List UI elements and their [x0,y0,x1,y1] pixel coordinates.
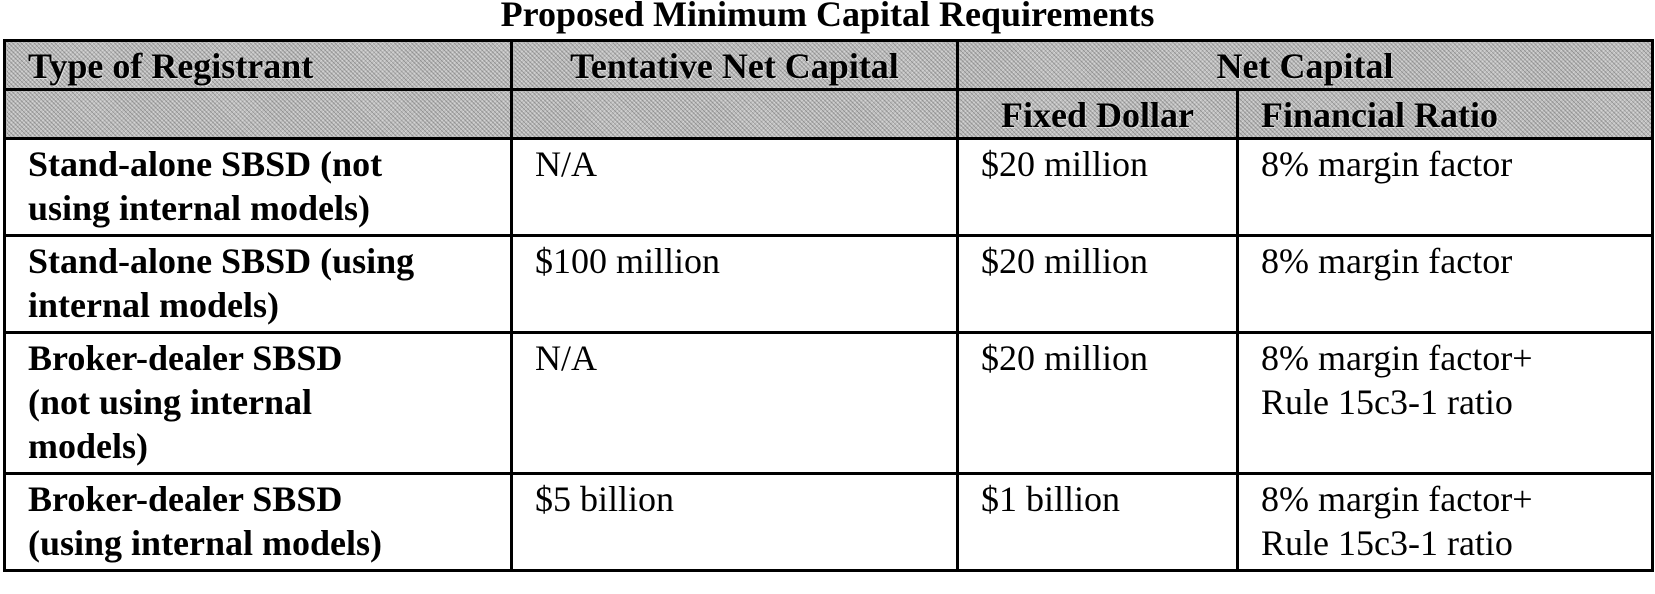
registrant-type-cell: Stand-alone SBSD (using internal models) [5,236,512,333]
fixed-dollar-cell: $20 million [958,236,1238,333]
registrant-type-cell: Stand-alone SBSD (not using internal models) [5,139,512,236]
tentative-net-capital-cell: N/A [512,139,958,236]
header-tentative-net-capital: Tentative Net Capital [512,41,958,90]
capital-requirements-table [3,39,1654,572]
tentative-net-capital-cell: N/A [512,333,958,474]
header-row-1 [5,41,1653,90]
header-net-capital: Net Capital [958,41,1653,90]
registrant-type-cell: Broker-dealer SBSD (not using internal models) [5,333,512,474]
header-fixed-dollar: Fixed Dollar [958,90,1238,139]
table-row [5,236,1653,333]
fixed-dollar-cell: $1 billion [958,474,1238,571]
table-title: Proposed Minimum Capital Requirements [500,0,1155,34]
table-row [5,139,1653,236]
header-financial-ratio: Financial Ratio [1238,90,1653,139]
registrant-type-cell: Broker-dealer SBSD (using internal models) [5,474,512,571]
table-row [5,474,1653,571]
header-empty-cell-2 [512,90,958,139]
financial-ratio-cell: 8% margin factor+ Rule 15c3-1 ratio [1238,474,1653,571]
header-type-of-registrant: Type of Registrant [5,41,512,90]
fixed-dollar-cell: $20 million [958,333,1238,474]
fixed-dollar-cell: $20 million [958,139,1238,236]
table-row [5,333,1653,474]
header-row-2 [5,90,1653,139]
tentative-net-capital-cell: $100 million [512,236,958,333]
financial-ratio-cell: 8% margin factor+ Rule 15c3-1 ratio [1238,333,1653,474]
financial-ratio-cell: 8% margin factor [1238,236,1653,333]
tentative-net-capital-cell: $5 billion [512,474,958,571]
financial-ratio-cell: 8% margin factor [1238,139,1653,236]
header-empty-cell-1 [5,90,512,139]
